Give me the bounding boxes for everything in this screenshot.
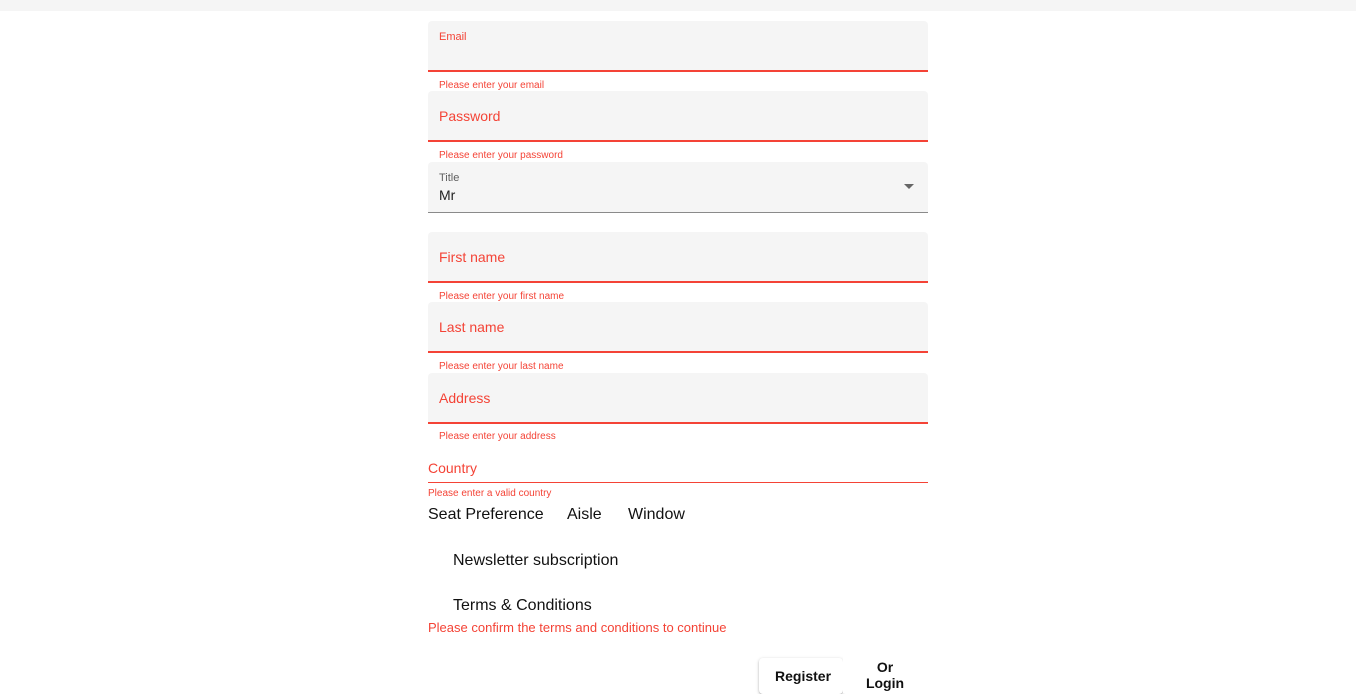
seat-option-window[interactable]: Window <box>628 506 685 523</box>
newsletter-checkbox-row[interactable] <box>428 552 928 576</box>
login-button[interactable]: Or Login <box>843 657 927 693</box>
newsletter-checkbox[interactable] <box>430 555 446 571</box>
last-name-placeholder: Last name <box>439 319 505 335</box>
terms-label: Terms & Conditions <box>453 597 592 614</box>
chevron-down-icon[interactable] <box>904 184 914 189</box>
terms-error: Please confirm the terms and conditions to continue <box>428 620 727 635</box>
terms-checkbox-row[interactable] <box>428 597 928 621</box>
address-field[interactable] <box>428 373 928 424</box>
address-placeholder: Address <box>439 390 491 406</box>
password-error: Please enter your password <box>439 150 563 161</box>
seat-preference-label: Seat Preference <box>428 506 544 523</box>
password-field[interactable] <box>428 91 928 142</box>
first-name-error: Please enter your first name <box>439 291 565 302</box>
email-label: Email <box>439 31 467 43</box>
title-select[interactable] <box>428 162 928 213</box>
register-button[interactable]: Register <box>759 658 843 694</box>
last-name-field[interactable] <box>428 302 928 353</box>
country-field[interactable] <box>428 452 928 483</box>
newsletter-label: Newsletter subscription <box>453 552 619 569</box>
country-placeholder: Country <box>428 460 478 476</box>
title-value: Mr <box>439 187 456 203</box>
country-error: Please enter a valid country <box>428 488 552 499</box>
seat-option-aisle[interactable]: Aisle <box>567 506 602 523</box>
title-label: Title <box>439 172 460 184</box>
email-error: Please enter your email <box>439 80 545 91</box>
password-placeholder: Password <box>439 108 501 124</box>
last-name-error: Please enter your last name <box>439 361 564 372</box>
first-name-placeholder: First name <box>439 249 506 265</box>
registration-form <box>428 0 928 694</box>
address-error: Please enter your address <box>439 431 556 442</box>
first-name-field[interactable] <box>428 232 928 283</box>
terms-checkbox[interactable] <box>430 600 446 616</box>
email-field[interactable] <box>428 21 928 72</box>
